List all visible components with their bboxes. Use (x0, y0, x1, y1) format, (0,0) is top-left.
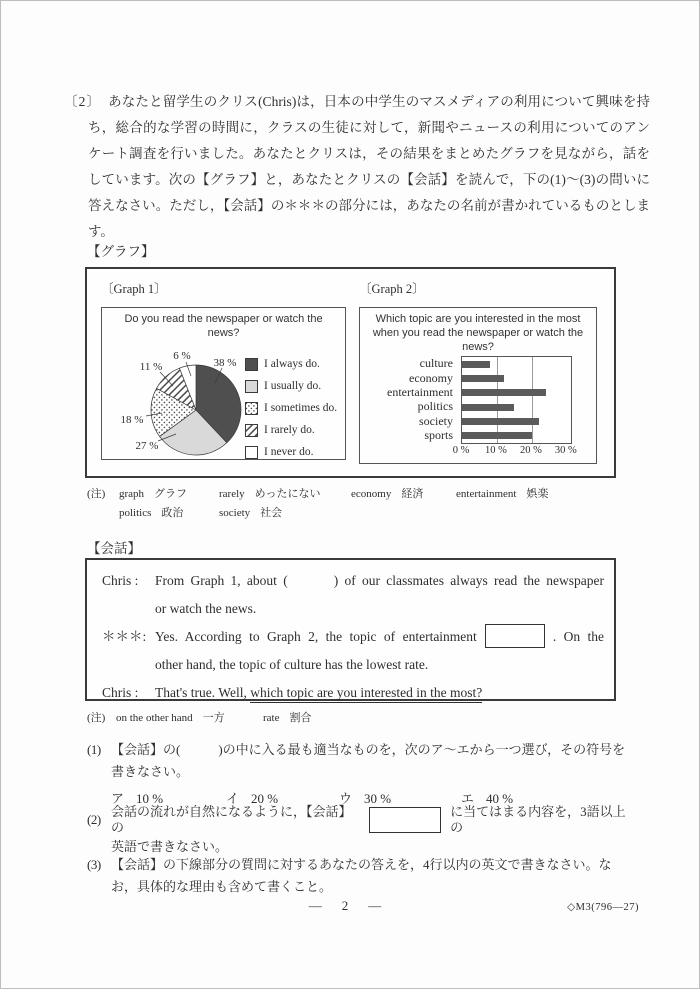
bar-chart (461, 356, 572, 444)
pie-value-label: 18 % (120, 414, 144, 426)
legend-item (245, 419, 337, 441)
question-number: (1) (87, 742, 101, 757)
bar (462, 361, 490, 368)
option-c: ウ 30 % (339, 791, 392, 806)
bar-category-label: politics (417, 399, 453, 414)
bar-axis-ticks (452, 445, 581, 459)
speaker-label: ＊＊＊: (102, 629, 147, 644)
axis-tick-label: 0 % (452, 445, 470, 456)
question-text: 【会話】の下線部分の質問に対するあなたの答えを，4行以内の英文で書きなさい。な (111, 857, 612, 872)
bar (462, 375, 504, 382)
dialog-box (85, 558, 616, 701)
legend-label: I sometimes do. (264, 402, 338, 414)
question-text: 会話の流れが自然になるように，【会話】の (111, 804, 352, 835)
vocab-notes-dialog (87, 709, 632, 728)
legend-swatch (245, 380, 258, 393)
legend-swatch (245, 446, 258, 459)
graph1-panel (101, 307, 346, 460)
question-text: に当てはまる内容を，3語以上の (450, 804, 626, 835)
bar (462, 389, 546, 396)
gridline (497, 357, 498, 443)
bar-category-label: economy (409, 370, 453, 385)
note-item: society 社会 (219, 507, 283, 519)
doc-code: ◇M3(796—27) (567, 902, 639, 913)
speaker-label: Chris : (102, 573, 139, 588)
dialog-row (87, 679, 614, 707)
legend-label: I rarely do. (264, 424, 315, 436)
axis-tick-label: 20 % (519, 445, 542, 456)
note-item: entertainment 娯楽 (456, 488, 549, 500)
legend-item (245, 397, 337, 419)
axis-tick-label: 10 % (484, 445, 507, 456)
question-3 (87, 857, 635, 895)
legend-item (245, 441, 337, 463)
question-text: お，具体的な理由も含めて書くこと。 (111, 879, 333, 894)
question-number: (3) (87, 857, 101, 872)
pie-value-label: 27 % (135, 440, 159, 452)
question-2 (87, 805, 635, 855)
dialog-text: From Graph 1, about ( ) of our classmates always read the newspaper (155, 573, 605, 588)
question-text: 【会話】の( )の中に入る最も適当なものを，次のア～エから一つ選び，その符号を (111, 742, 626, 757)
bar (462, 404, 514, 411)
graph2-panel (359, 307, 597, 464)
graph1-title: Do you read the newspaper or watch the news? (124, 313, 323, 339)
bar-category-label: society (419, 413, 453, 428)
dialog-text: other hand, the topic of culture has the lowest rate. (155, 657, 429, 672)
problem-number: 〔2〕 (64, 94, 95, 109)
note-label: (注) (87, 712, 106, 724)
legend-item (245, 375, 337, 397)
legend-label: I never do. (264, 446, 314, 458)
note-item: rarely めったにない (219, 488, 321, 500)
legend-item (245, 353, 337, 375)
pie-value-label: 11 % (139, 361, 163, 373)
graph1-caption: 〔Graph 1〕 (101, 282, 167, 296)
pie-value-label: 38 % (213, 357, 237, 369)
note-item: graph グラフ (119, 488, 188, 500)
bar-category-label: culture (419, 356, 453, 371)
underlined-question: which topic are you interested in the most? (250, 685, 482, 703)
vocab-notes-graph (87, 485, 632, 523)
note-item: on the other hand 一方 (116, 712, 225, 724)
gridline (532, 357, 533, 443)
dialog-text: That's true. Well, which topic are you interested in the most? (155, 679, 604, 707)
bar (462, 418, 539, 425)
question-text: 書きなさい。 (111, 764, 190, 779)
pie-legend (245, 353, 337, 463)
answer-box-inline (485, 624, 545, 648)
note-item: politics 政治 (119, 507, 184, 519)
question-1 (87, 742, 635, 809)
legend-label: I always do. (264, 358, 320, 370)
page-number: — 2 — (308, 898, 382, 913)
speaker-label: Chris : (102, 685, 139, 700)
question-number: (2) (87, 812, 101, 827)
dialog-text: or watch the news. (155, 601, 257, 616)
graphs-section-label: 【グラフ】 (87, 244, 155, 259)
dialog-row (87, 567, 614, 595)
graph2-caption: 〔Graph 2〕 (359, 282, 425, 296)
note-label: (注) (87, 488, 106, 500)
dialog-row (87, 651, 614, 679)
bar-category-label: sports (424, 427, 453, 442)
legend-label: I usually do. (264, 380, 322, 392)
dialog-text: Yes. According to Graph 2, the topic of entertainment . On the (155, 623, 604, 651)
dialog-row (87, 623, 614, 651)
intro-paragraph (64, 89, 650, 245)
legend-swatch (245, 402, 258, 415)
option-d: エ 40 % (461, 791, 514, 806)
intro-text: あなたと留学生のクリス(Chris)は，日本の中学生のマスメディアの利用について興味を持ち，総合的な学習の時間に，クラスの生徒に対して，新聞やニュースの利用についてのアンケート調査を行いました。あなたとクリスは，その結果をまとめたグラフを見ながら，話をしています。次の【グラフ】と，あなたとクリスの【会話】を読んで，下の(1)～(3)の問いに答えなさい。ただし，【会話】の＊＊＊の部分には，あなたの名前が書かれているものとします。 (88, 94, 651, 239)
dialog-section-label: 【会話】 (87, 541, 141, 556)
answer-box-q2 (369, 807, 442, 833)
graph2-title: Which topic are you interested in the most when you read the newspaper or watch the news? (372, 313, 584, 353)
legend-swatch (245, 424, 258, 437)
bar-category-labels (360, 356, 457, 442)
question-text: 英語で書きなさい。 (111, 839, 229, 854)
legend-swatch (245, 358, 258, 371)
bar-category-label: entertainment (387, 384, 453, 399)
graphs-box (85, 267, 616, 478)
dialog-row (87, 595, 614, 623)
option-a: ア 10 % (111, 791, 164, 806)
bar (462, 432, 532, 439)
note-item: rate 割合 (263, 712, 312, 724)
pie-chart (118, 346, 248, 460)
axis-tick-label: 30 % (554, 445, 577, 456)
note-item: economy 経済 (351, 488, 424, 500)
pie-value-label: 6 % (173, 350, 191, 362)
option-b: イ 20 % (226, 791, 279, 806)
